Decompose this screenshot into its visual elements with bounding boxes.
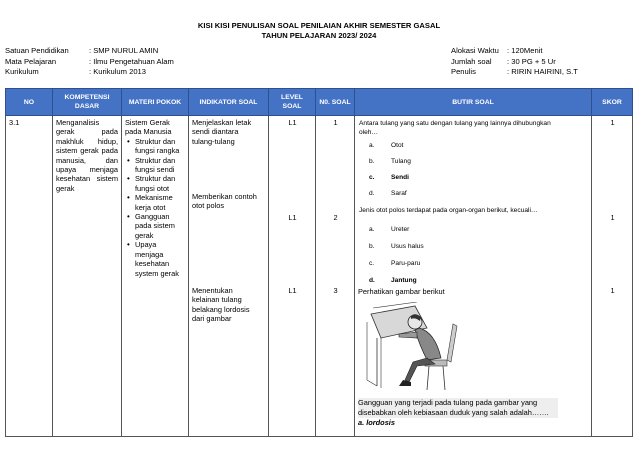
question-1: Antara tulang yang satu dengan tulang yang lainnya dihubungkan oleh…	[359, 120, 551, 136]
nomor-3: 3	[333, 286, 338, 295]
document-title: KISI KISI PENULISAN SOAL PENILAIAN AKHIR SEMESTER GASAL	[197, 21, 441, 30]
option-2a: a. Ureter	[369, 226, 410, 233]
header-nomor: N0. SOAL	[316, 89, 355, 116]
question-2: Jenis otot polos terdapat pada organ-organ berikut, kecuali…	[359, 207, 538, 214]
header-kompetensi: KOMPETENSI DASAR	[53, 89, 122, 116]
question-3-caption: Gangguan yang terjadi pada tulang pada gambar yang disebabkan oleh kebiasaan duduk yang salah adalah…….	[358, 398, 558, 418]
list-item: • Gangguan pada sistem gerak	[135, 212, 185, 240]
option-2c: c. Paru-paru	[369, 260, 421, 267]
skor-2: 1	[610, 213, 615, 222]
question-3: Perhatikan gambar berikut	[358, 287, 445, 296]
level-2: L1	[288, 213, 297, 222]
header-materi: MATERI POKOK	[122, 89, 189, 116]
meta-mapel: Mata Pelajaran : Ilmu Pengetahuan Alam	[5, 56, 174, 66]
document-subtitle: TAHUN PELAJARAN 2023/ 2024	[261, 31, 377, 40]
cell-materi	[122, 116, 189, 437]
cell-butir	[355, 116, 592, 437]
materi-list	[125, 137, 185, 278]
option-1a: a. Otot	[369, 142, 404, 149]
meta-satuan: Satuan Pendidikan : SMP NURUL AMIN	[5, 46, 159, 55]
indikator-3: Menentukan kelainan tulang belakang lordosis dari gambar	[192, 286, 250, 324]
option-2d: d. Jantung	[369, 277, 417, 284]
meta-penulis: Penulis : RIRIN HAIRINI, S.T	[451, 67, 578, 76]
header-level: LEVEL SOAL	[269, 89, 316, 116]
option-1b: b. Tulang	[369, 158, 411, 165]
person-sitting-at-desk-illustration-icon	[365, 302, 461, 394]
list-item: • Struktur dan fungsi rangka	[135, 137, 185, 156]
skor-3: 1	[610, 286, 615, 295]
meta-jumlah: Jumlah soal : 30 PG + 5 Ur	[451, 56, 556, 66]
cell-no: 3.1	[6, 116, 53, 437]
table-row	[6, 116, 633, 437]
table-header	[6, 89, 633, 116]
header-indikator: INDIKATOR SOAL	[189, 89, 269, 116]
kisi-kisi-table	[5, 88, 633, 437]
header-no: NO	[6, 89, 53, 116]
cell-skor	[592, 116, 633, 437]
option-2b: b. Usus halus	[369, 243, 424, 250]
meta-alokasi: Alokasi Waktu : 120Menit	[451, 46, 543, 55]
cell-kompetensi: Menganalisis gerak pada makhluk hidup, sistem gerak pada manusia, dan upaya menjaga kesehatan sistem gerak	[53, 116, 122, 437]
level-1: L1	[288, 118, 297, 127]
cell-indikator	[189, 116, 269, 437]
level-3: L1	[288, 286, 297, 295]
list-item: • Struktur dan fungsi sendi	[135, 156, 185, 175]
list-item: • Mekanisme kerja otot	[135, 193, 185, 212]
skor-1: 1	[610, 118, 615, 127]
list-item: • Upaya menjaga kesehatan system gerak	[135, 240, 185, 278]
materi-title: Sistem Gerak pada Manusia	[125, 118, 172, 137]
option-1c: c. Sendi	[369, 174, 409, 181]
cell-level	[269, 116, 316, 437]
meta-right	[451, 46, 578, 78]
answer-3: a. lordosis	[358, 418, 395, 427]
indikator-1: Menjelaskan letak sendi diantara tulang-tulang	[192, 118, 252, 146]
indikator-2: Memberikan contoh otot polos	[192, 192, 257, 211]
nomor-1: 1	[333, 118, 338, 127]
option-1d: d. Saraf	[369, 190, 407, 197]
meta-kurikulum: Kurikulum : Kurikulum 2013	[5, 67, 146, 76]
meta-left	[5, 46, 174, 78]
cell-nomor	[316, 116, 355, 437]
header-butir: BUTIR SOAL	[355, 89, 592, 116]
nomor-2: 2	[333, 213, 338, 222]
header-skor: SKOR	[592, 89, 633, 116]
list-item: • Struktur dan fungsi otot	[135, 174, 185, 193]
